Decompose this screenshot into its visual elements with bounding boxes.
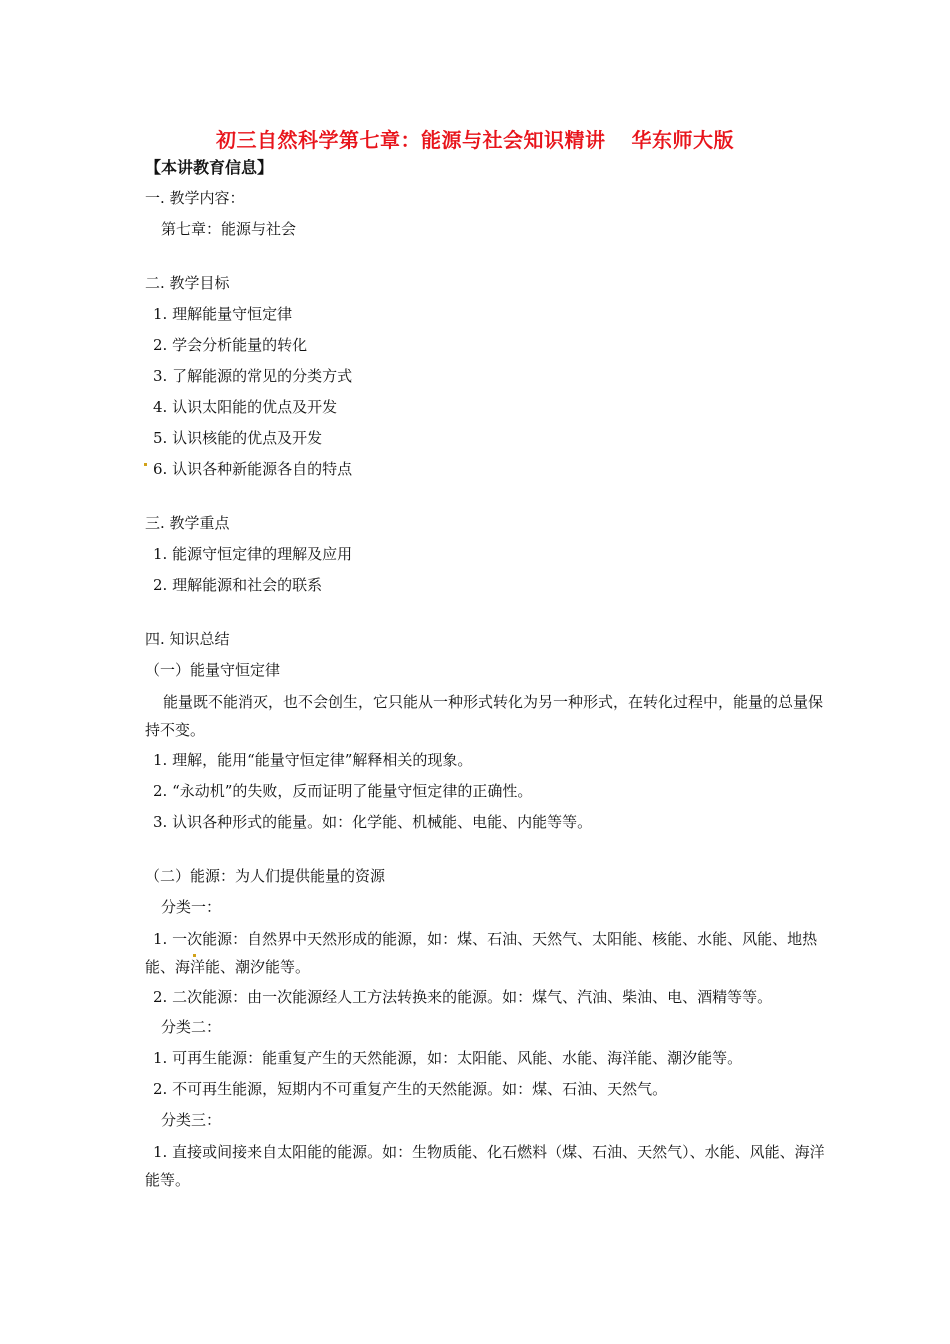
key-point-item: 2. 理解能源和社会的联系 [153,576,323,594]
objective-item: 5. 认识核能的优点及开发 [153,429,323,447]
class-1-label: 分类一： [161,898,222,916]
class-2-item: 1. 可再生能源：能重复产生的天然能源，如：太阳能、风能、水能、海洋能、潮汐能等。 [153,1049,743,1067]
objective-item: 2. 学会分析能量的转化 [153,336,308,354]
class-3-label: 分类三： [161,1111,222,1129]
title-main: 初三自然科学第七章：能源与社会知识精讲 [216,128,606,152]
part-1-item: 2. “永动机”的失败，反而证明了能量守恒定律的正确性。 [153,782,533,800]
part-1-paragraph: 能量既不能消灭，也不会创生，它只能从一种形式转化为另一种形式，在转化过程中，能量的总量保持不变。 [145,693,824,739]
class-3-item: 1. 直接或间接来自太阳能的能源。如：生物质能、化石燃料（煤、石油、天然气）、水能、风能、海洋能等。 [145,1143,825,1189]
class-2-item: 2. 不可再生能源，短期内不可重复产生的天然能源。如：煤、石油、天然气。 [153,1080,668,1098]
section-3-heading: 三. 教学重点 [145,514,230,532]
objective-item: 1. 理解能量守恒定律 [153,305,293,323]
part-1-heading: （一）能量守恒定律 [145,661,281,679]
scan-mark [193,954,196,957]
scan-mark [144,463,147,466]
section-1-heading: 一. 教学内容： [145,189,245,207]
class-1-item: 2. 二次能源：由一次能源经人工方法转换来的能源。如：煤气、汽油、柴油、电、酒精等等。 [153,988,773,1006]
class-1-item: 1. 一次能源：自然界中天然形成的能源，如：煤、石油、天然气、太阳能、核能、水能、风能、地热能、海洋能、潮汐能等。 [145,930,818,976]
key-point-item: 1. 能源守恒定律的理解及应用 [153,545,353,563]
document-title [0,124,950,153]
part-1-item: 3. 认识各种形式的能量。如：化学能、机械能、电能、内能等等。 [153,813,593,831]
title-edition: 华东师大版 [631,128,734,152]
objective-item: 6. 认识各种新能源各自的特点 [153,460,353,478]
objective-item: 3. 了解能源的常见的分类方式 [153,367,353,385]
section-1-item: 第七章：能源与社会 [161,220,297,238]
document-body [145,152,825,1195]
header-info: 【本讲教育信息】 [145,158,274,177]
part-2-heading: （二）能源：为人们提供能量的资源 [145,867,386,885]
class-2-label: 分类二： [161,1018,222,1036]
section-4-heading: 四. 知识总结 [145,630,230,648]
objective-item: 4. 认识太阳能的优点及开发 [153,398,338,416]
section-2-heading: 二. 教学目标 [145,274,230,292]
part-1-item: 1. 理解，能用“能量守恒定律”解释相关的现象。 [153,751,473,769]
